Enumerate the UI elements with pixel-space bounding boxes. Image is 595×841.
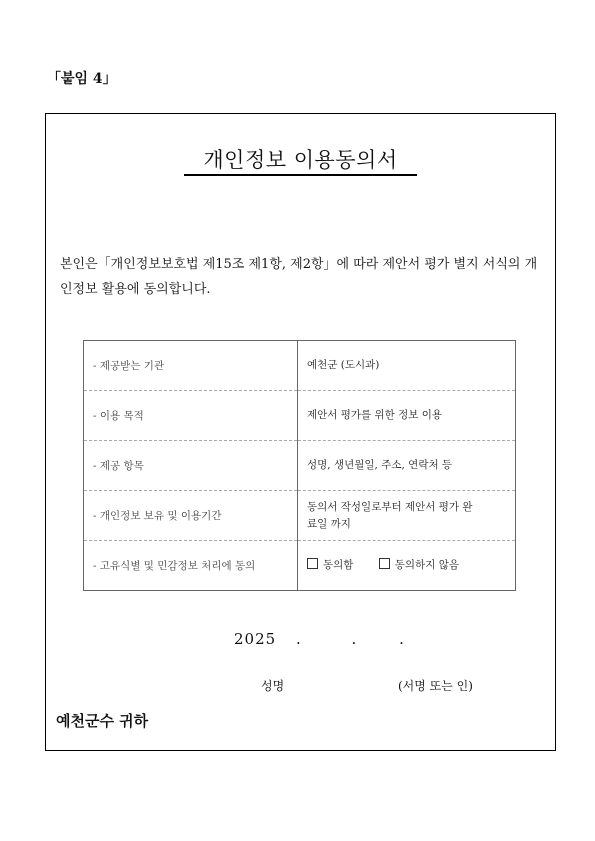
name-label: 성명 [261, 679, 285, 693]
table-row [84, 341, 516, 391]
addressee: 예천군수 귀하 [56, 712, 149, 730]
row-label: - 제공받는 기관 [84, 341, 298, 391]
row-value: 성명, 생년월일, 주소, 연락처 등 [298, 441, 516, 491]
title-underline [184, 174, 417, 176]
row-label: - 제공 항목 [84, 441, 298, 491]
disagree-label: 동의하지 않음 [394, 559, 459, 571]
attachment-label: 「붙임 4」 [47, 71, 117, 87]
date-year: 2025 [234, 630, 277, 648]
date-separator: . [351, 630, 358, 648]
disagree-checkbox[interactable] [379, 558, 390, 569]
intro-paragraph: 본인은「개인정보보호법 제15조 제1항, 제2항」에 따라 제안서 평가 별지 서식의 개인정보 활용에 동의합니다. [60, 257, 538, 297]
table-row [84, 441, 516, 491]
sign-hint: (서명 또는 인) [398, 679, 473, 693]
consent-form [45, 113, 556, 751]
row-label: - 고유식별 및 민감정보 처리에 동의 [84, 541, 298, 591]
agree-checkbox[interactable] [307, 558, 318, 569]
row-label: - 이용 목적 [84, 391, 298, 441]
row-value: 동의서 작성일로부터 제안서 평가 완료일 까지 [298, 491, 516, 541]
date-line [234, 630, 405, 648]
row-label: - 개인정보 보유 및 이용기간 [84, 491, 298, 541]
disagree-option[interactable] [379, 557, 459, 574]
agree-label: 동의함 [323, 559, 354, 571]
date-separator: . [399, 630, 405, 648]
consent-options [298, 541, 516, 591]
table-row [84, 491, 516, 541]
form-title: 개인정보 이용동의서 [203, 148, 398, 172]
row-value: 제안서 평가를 위한 정보 이용 [298, 391, 516, 441]
table-row [84, 391, 516, 441]
agree-option[interactable] [307, 557, 353, 574]
row-value: 예천군 (도시과) [307, 359, 380, 371]
info-table [83, 340, 516, 591]
date-separator: . [295, 630, 302, 648]
table-row [84, 541, 516, 591]
